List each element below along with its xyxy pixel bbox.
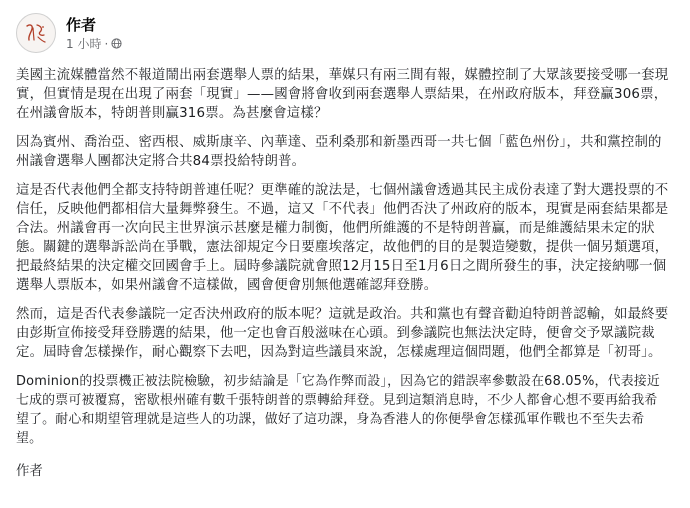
post-subline bbox=[66, 36, 122, 52]
globe-icon[interactable] bbox=[111, 38, 122, 49]
post-body bbox=[16, 66, 674, 481]
calligraphy-logo-icon bbox=[21, 18, 51, 48]
meta-separator: · bbox=[104, 36, 109, 51]
post-paragraph: Dominion的投票機正被法院檢驗，初步結論是「它為作弊而設」，因為它的錯誤率參數設在68.05%，代表接近七成的票可被覆寫，密歇根州確有數千張特朗普的票轉給拜登。見到這類消息時，不少人都會心想不要再給我希望了。耐心和期望管理就是這些人的功課，做好了這功課，身為香港人的你便學會怎樣孤軍作戰也不至失去希望。 bbox=[16, 374, 660, 446]
post-paragraph: 這是否代表他們全都支持特朗普連任呢？更準確的說法是，七個州議會透過其民主成份表達了對大選投票的不信任，反映他們都相信大量舞弊發生。不過，這又「不代表」他們否決了州政府的版本，現實是兩套結果都是合法。州議會再一次向民主世界演示甚麼是權力制衡，他們所維護的不是特朗普贏，而是維護結果未定的狀態。關鍵的選舉訴訟尚在爭戰，憲法卻規定今日要塵埃落定，故他們的目的是製造變數，提供一個另類選項，把最終結果的決定權交回國會手上。屆時參議院就會照12月15日至1月6日之間所發生的事，決定接納哪一個選舉人票版本，如果州議會不這樣做，國會便會別無他選確認拜登勝。 bbox=[16, 183, 669, 293]
post-timestamp[interactable]: 1 小時 bbox=[66, 36, 102, 51]
post-paragraph: 然而，這是否代表參議院一定否決州政府的版本呢？這就是政治。共和黨也有聲音勸迫特朗普認輸，如最終要由彭斯宣佈接受拜登勝選的結果，他一定也會百般滋味在心頭。到參議院也無法決定時，便會交予眾議院裁定。屆時會怎樣操作，耐心觀察下去吧，因為對這些議員來說，怎樣處理這個問題，他們全都算是「初哥」。 bbox=[16, 307, 669, 360]
post-signature: 作者 bbox=[16, 464, 43, 479]
author-name[interactable]: 作者 bbox=[66, 15, 97, 34]
post-header bbox=[16, 10, 674, 56]
post-paragraph: 美國主流媒體當然不報道鬧出兩套選舉人票的結果，華媒只有兩三間有報，媒體控制了大眾該要接受哪一套現實，但實情是現在出現了兩套「現實」——國會將會收到兩套選舉人票結果，在州政府版本，拜登贏306票，在州議會版本，特朗普則贏316票。為甚麼會這樣？ bbox=[16, 68, 669, 121]
post-paragraph: 因為賓州、喬治亞、密西根、威斯康辛、內華達、亞利桑那和新墨西哥一共七個「藍色州份」，共和黨控制的州議會選舉人團都決定將合共84票投給特朗普。 bbox=[16, 135, 662, 169]
post-meta bbox=[66, 15, 122, 52]
avatar[interactable] bbox=[16, 13, 56, 53]
